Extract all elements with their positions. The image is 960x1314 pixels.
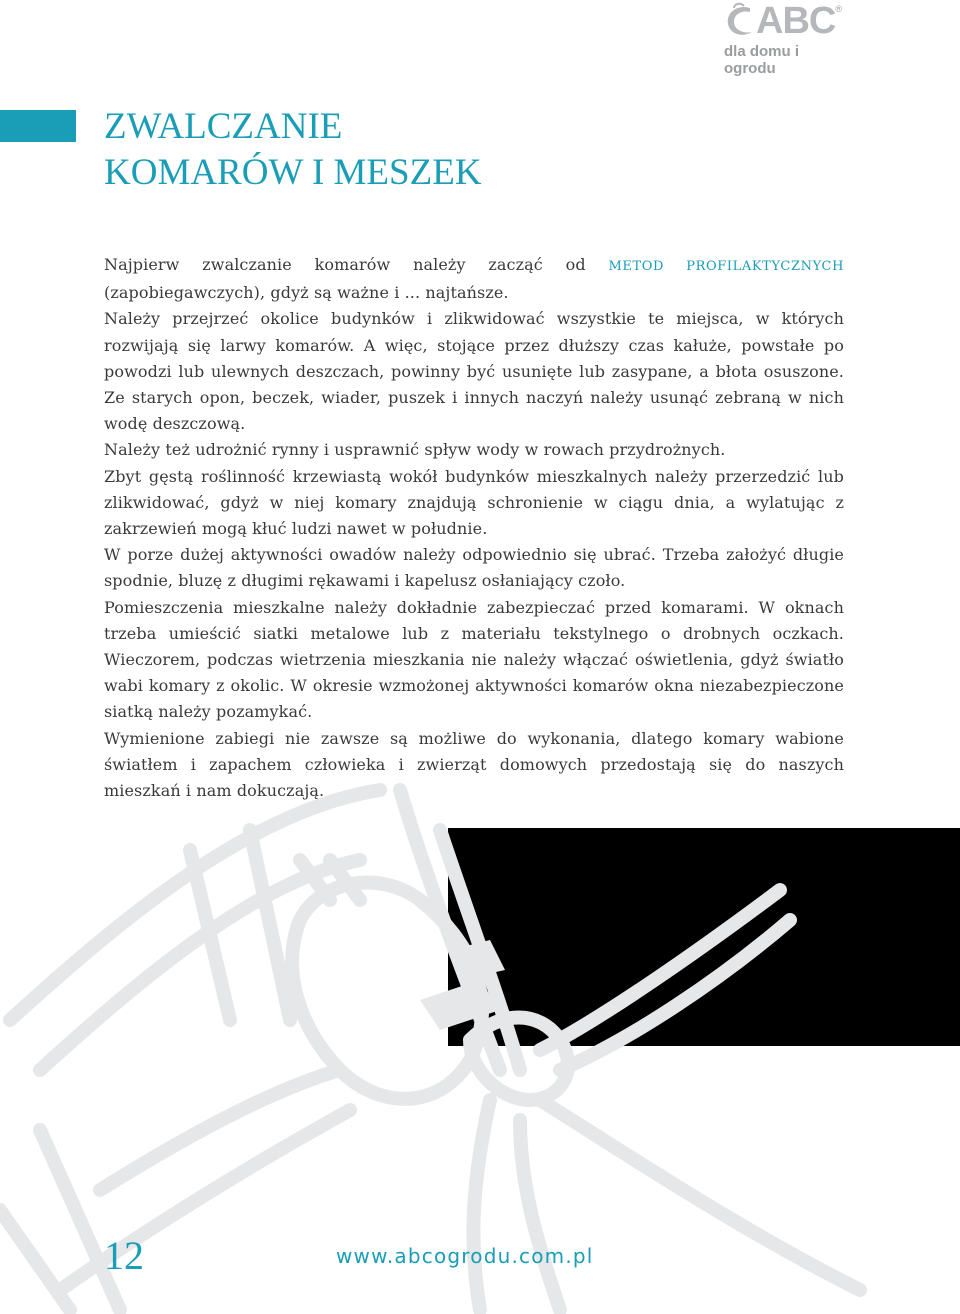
article-body (104, 252, 844, 804)
footer-website-link[interactable]: www.abcogrodu.com.pl (336, 1244, 594, 1268)
page-title-line-1: ZWALCZANIE (104, 106, 343, 147)
title-accent-bar (0, 110, 76, 142)
logo-tagline: dla domu i ogrodu (724, 43, 799, 77)
paragraph-gutters: Należy też udrożnić rynny i usprawnić spływ wody w rowach przydrożnych. (104, 440, 726, 460)
paragraph-breeding-sites: Należy przejrzeć okolice budynków i zlikwidować wszystkie te miejsca, w których rozwijają się larwy komarów. A więc, stojące przez dłuższy czas kałuże, powstałe po powodzi lub ulewnych deszczach, powinny być usunięte lub zasypane, a błota osuszone. Ze starych opon, beczek, wiader, puszek i innych naczyń należy usunąć zebraną w nich wodę deszczową. (104, 309, 844, 434)
paragraph-conclusion: Wymienione zabiegi nie zawsze są możliwe do wykonania, dlatego komary wabione światłem i zapachem człowieka i zwierząt domowych przedostają się do naszych mieszkań i nam dokuczają. (104, 728, 844, 801)
paragraph-clothing: W porze dużej aktywności owadów należy odpowiednio się ubrać. Trzeba założyć długie spodnie, bluzę z długimi rękawami i kapelusz osłaniający czoło. (104, 545, 844, 591)
intro-text-before: Najpierw zwalczanie komarów należy zacząć od (104, 255, 609, 274)
paragraph-intro (104, 252, 844, 306)
intro-text-after: (zapobiegawczych), gdyż są ważne i ... najtańsze. (104, 283, 509, 303)
page-number: 12 (104, 1233, 144, 1278)
paragraph-windows: Pomieszczenia mieszkalne należy dokładnie zabezpieczać przed komarami. W oknach trzeba umieścić siatki metalowe lub z materiału tekstylnego o drobnych oczkach. Wieczorem, podczas wietrzenia mieszkania nie należy włączać oświetlenia, gdyż światło wabi komary z okolic. W okresie wzmożonej aktywności komarów okna niezabezpieczone siatką należy pozamykać. (104, 597, 844, 722)
mosquito-illustration (0, 770, 960, 1314)
logo-registered-mark: ® (835, 4, 842, 14)
page-title-line-2: KOMARÓW I MESZEK (104, 152, 482, 193)
logo-swirl-icon (722, 2, 758, 42)
highlight-prevention-methods: METOD PROFILAKTYCZNYCH (608, 259, 845, 274)
brand-logo (722, 0, 842, 77)
logo-wordmark: ABC (756, 0, 836, 42)
paragraph-vegetation: Zbyt gęstą roślinność krzewiastą wokół budynków mieszkalnych należy przerzedzić lub zlikwidować, gdyż w niej komary znajdują schronienie w ciągu dnia, a wylatując z zakrzewień mogą kłuć ludzi nawet w południe. (104, 466, 844, 539)
page-title (104, 104, 482, 196)
